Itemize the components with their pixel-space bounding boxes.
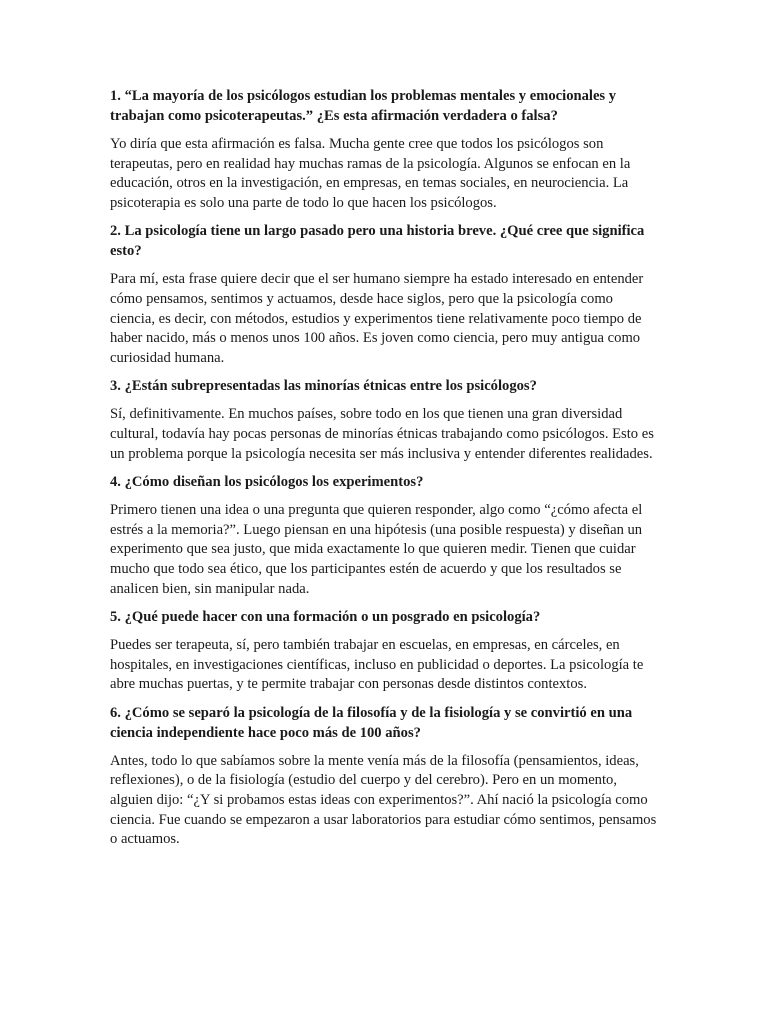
qa-item-5 xyxy=(110,607,660,695)
question-5: 5. ¿Qué puede hacer con una formación o un posgrado en psicología? xyxy=(110,609,541,626)
question-1: 1. “La mayoría de los psicólogos estudian los problemas mentales y emocionales y trabajan como psicoterapeutas.” ¿Es esta afirmación verdadera o falsa? xyxy=(110,88,617,124)
question-2: 2. La psicología tiene un largo pasado pero una historia breve. ¿Qué cree que significa esto? xyxy=(110,223,645,260)
answer-1: Yo diría que esta afirmación es falsa. Mucha gente cree que todos los psicólogos son terapeutas, pero en realidad hay muchas ramas de la psicología. Algunos se enfocan en la educación, otros en la investigación, en empresas, en temas sociales, en neurociencia. La psicoterapia es solo una parte de todo lo que hacen los psicólogos. xyxy=(110,136,631,211)
answer-4: Primero tienen una idea o una pregunta que quieren responder, algo como “¿cómo afecta el estrés a la memoria?”. Luego piensan en una hipótesis (una posible respuesta) y diseñan un experimento que sea justo, que mida exactamente lo que quieren medir. Tienen que cuidar mucho que todo sea ético, que los participantes estén de acuerdo y que los resultados se analicen bien, sin manipular nada. xyxy=(110,502,643,597)
answer-6: Antes, todo lo que sabíamos sobre la mente venía más de la filosofía (pensamientos, ideas, reflexiones), o de la fisiología (estudio del cuerpo y del cerebro). Pero en un momento, alguien dijo: “¿Y si probamos estas ideas con experimentos?”. Ahí nació la psicología como ciencia. Fue cuando se empezaron a usar laboratorios para estudiar cómo sentimos, pensamos o actuamos. xyxy=(110,752,657,848)
qa-item-2 xyxy=(110,221,660,368)
question-4: 4. ¿Cómo diseñan los psicólogos los experimentos? xyxy=(110,474,424,491)
answer-2: Para mí, esta frase quiere decir que el ser humano siempre ha estado interesado en entender cómo pensamos, sentimos y actuamos, desde hace siglos, pero que la psicología como ciencia, es decir, con métodos, estudios y experimentos tiene relativamente poco tiempo de haber nacido, más o menos unos 100 años. Es joven como ciencia, pero muy antigua como curiosidad humana. xyxy=(110,271,644,366)
qa-item-6 xyxy=(110,703,660,850)
question-3: 3. ¿Están subrepresentadas las minorías étnicas entre los psicólogos? xyxy=(110,378,537,395)
qa-item-4 xyxy=(110,472,660,599)
answer-5: Puedes ser terapeuta, sí, pero también trabajar en escuelas, en empresas, en cárceles, en hospitales, en investigaciones científicas, incluso en publicidad o deportes. La psicología te abre muchas puertas, y te permite trabajar con personas desde distintos contextos. xyxy=(110,637,644,693)
question-6: 6. ¿Cómo se separó la psicología de la filosofía y de la fisiología y se convirtió en una ciencia independiente hace poco más de 100 años? xyxy=(110,704,633,741)
answer-3: Sí, definitivamente. En muchos países, sobre todo en los que tienen una gran diversidad cultural, todavía hay pocas personas de minorías étnicas trabajando como psicólogos. Esto es un problema porque la psicología necesita ser más inclusiva y entender diferentes realidades. xyxy=(110,406,654,462)
qa-item-3 xyxy=(110,376,660,464)
qa-item-1 xyxy=(110,86,660,213)
